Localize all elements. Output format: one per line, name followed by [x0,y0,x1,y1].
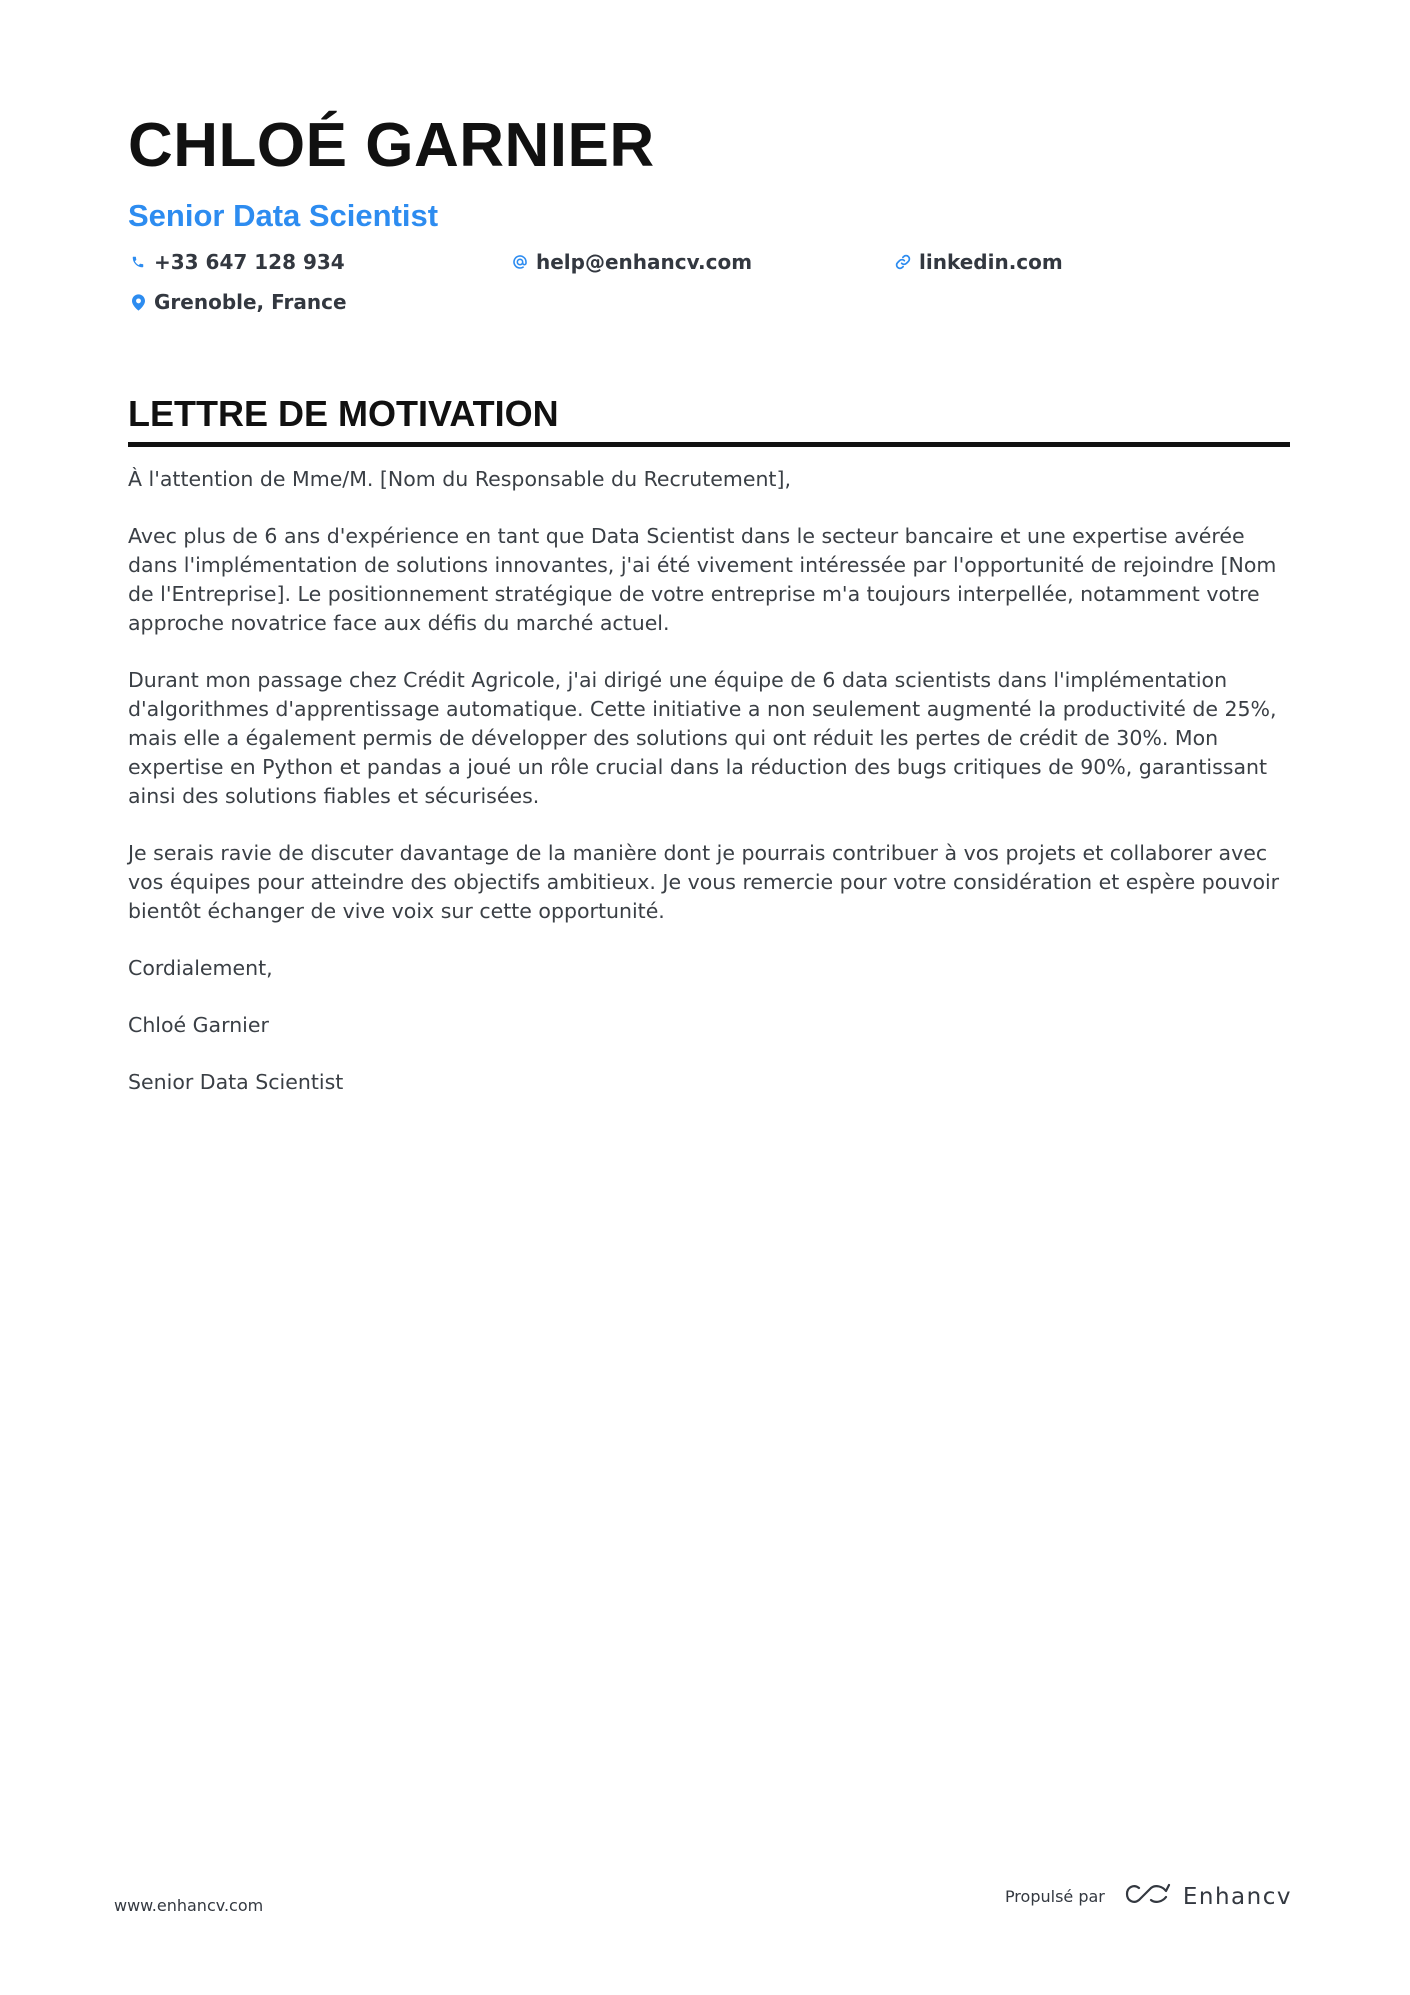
contact-info [128,250,1290,326]
contact-email[interactable] [512,250,752,274]
signature-title: Senior Data Scientist [128,1070,344,1094]
section-title: LETTRE DE MOTIVATION [128,392,1290,447]
contact-phone [130,250,345,274]
link-icon [895,253,911,271]
letter-paragraph: Durant mon passage chez Crédit Agricole, j'ai dirigé une équipe de 6 data scientists dans l'implémentation d'algorithmes d'apprentissage automatique. Cette initiative a non seulement augmenté la productivité de 25%, mais elle a également permis de développer des solutions qui ont réduit les pertes de crédit de 30%. Mon expertise en Python et pandas a joué un rôle crucial dans la réduction des bugs critiques de 90%, garantissant ainsi des solutions fiables et sécurisées. [128,668,1277,808]
letter-body [128,465,1290,1097]
cover-letter-section [128,392,1290,1125]
footer-website[interactable]: www.enhancv.com [114,1896,264,1915]
phone-value: +33 647 128 934 [154,250,345,274]
letter-paragraph: Je serais ravie de discuter davantage de la manière dont je pourrais contribuer à vos projets et collaborer avec vos équipes pour atteindre des objectifs ambitieux. Je vous remercie pour votre considération et espère pouvoir bientôt échanger de vive voix sur cette opportunité. [128,841,1280,923]
contact-location [130,290,347,314]
job-title: Senior Data Scientist [128,198,439,233]
header [128,110,1290,326]
brand-name: Enhancv [1182,1883,1292,1910]
contact-linkedin[interactable] [895,250,1063,274]
phone-icon [130,253,146,271]
enhancv-logo-icon [1125,1882,1171,1911]
linkedin-value[interactable]: linkedin.com [919,250,1063,274]
brand-logo[interactable] [1125,1882,1292,1911]
letter-closing: Cordialement, [128,956,273,980]
at-icon [512,253,528,271]
location-pin-icon [130,293,146,311]
signature-name: Chloé Garnier [128,1013,269,1037]
location-value: Grenoble, France [154,290,347,314]
email-value[interactable]: help@enhancv.com [536,250,753,274]
letter-paragraph: Avec plus de 6 ans d'expérience en tant que Data Scientist dans le secteur bancaire et une expertise avérée dans l'implémentation de solutions innovantes, j'ai été vivement intéressée par l'opportunité de rejoindre [Nom de l'Entreprise]. Le positionnement stratégique de votre entreprise m'a toujours interpellée, notamment votre approche novatrice face aux défis du marché actuel. [128,524,1277,635]
candidate-name: CHLOÉ GARNIER [128,111,655,180]
footer-branding [1005,1882,1292,1911]
powered-by-label: Propulsé par [1004,1887,1105,1906]
letter-salutation: À l'attention de Mme/M. [Nom du Responsable du Recrutement], [128,467,791,491]
